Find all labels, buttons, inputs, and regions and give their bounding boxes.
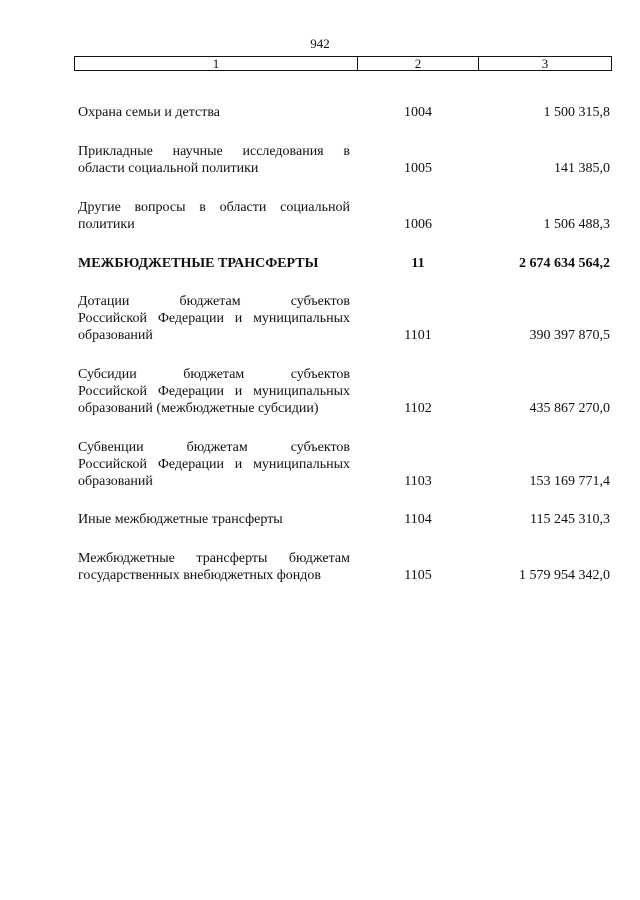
row-name-line: Российской Федерации и муниципальных <box>78 457 350 472</box>
row-name-line: Российской Федерации и муниципальных <box>78 384 350 399</box>
row-name <box>78 439 350 490</box>
row-amount: 1 579 954 342,0 <box>519 568 610 583</box>
row-name-line: Российской Федерации и муниципальных <box>78 311 350 326</box>
row-name-line: образований <box>78 474 153 489</box>
row-name-line: Субвенции бюджетам субъектов <box>78 440 350 455</box>
row-code: 1105 <box>404 568 432 583</box>
row-name <box>78 199 350 233</box>
row-name-line: образований <box>78 328 153 343</box>
row-name-line: государственных внебюджетных фондов <box>78 568 322 583</box>
row-name-line: области социальной политики <box>78 161 259 176</box>
row-amount: 390 397 870,5 <box>529 328 610 343</box>
table-header <box>74 56 612 71</box>
row-name <box>78 293 350 344</box>
row-name <box>78 104 350 121</box>
row-name <box>78 511 350 528</box>
row-name-line: Субсидии бюджетам субъектов <box>78 367 350 382</box>
row-name-line: Иные межбюджетные трансферты <box>78 512 283 527</box>
row-name-line: Межбюджетные трансферты бюджетам <box>78 551 350 566</box>
header-col-3: 3 <box>541 56 549 71</box>
row-name-line: МЕЖБЮДЖЕТНЫЕ ТРАНСФЕРТЫ <box>78 256 319 271</box>
row-code: 11 <box>411 256 425 271</box>
header-col-1: 1 <box>75 57 358 70</box>
header-col-2: 2 <box>358 57 479 70</box>
row-name <box>78 255 350 272</box>
row-code: 1005 <box>404 161 432 176</box>
row-name <box>78 143 350 177</box>
row-amount: 115 245 310,3 <box>530 512 610 527</box>
row-name-line: образований (межбюджетные субсидии) <box>78 401 319 416</box>
row-amount: 141 385,0 <box>554 161 610 176</box>
row-amount: 153 169 771,4 <box>529 474 610 489</box>
row-name-line: Дотации бюджетам субъектов <box>78 294 350 309</box>
row-amount: 435 867 270,0 <box>529 401 610 416</box>
row-code: 1102 <box>404 401 432 416</box>
row-code: 1006 <box>404 217 432 232</box>
row-amount: 1 506 488,3 <box>543 217 610 232</box>
row-name-line: Прикладные научные исследования в <box>78 144 350 159</box>
row-code: 1103 <box>404 474 432 489</box>
row-name <box>78 550 350 584</box>
row-amount: 1 500 315,8 <box>543 105 610 120</box>
row-name-line: Другие вопросы в области социальной <box>78 200 350 215</box>
row-name <box>78 366 350 417</box>
row-name-line: политики <box>78 217 135 232</box>
page-number: 942 <box>310 36 330 51</box>
row-amount: 2 674 634 564,2 <box>519 256 610 271</box>
row-name-line: Охрана семьи и детства <box>78 105 220 120</box>
row-code: 1101 <box>404 328 432 343</box>
row-code: 1004 <box>404 105 432 120</box>
row-code: 1104 <box>404 512 432 527</box>
